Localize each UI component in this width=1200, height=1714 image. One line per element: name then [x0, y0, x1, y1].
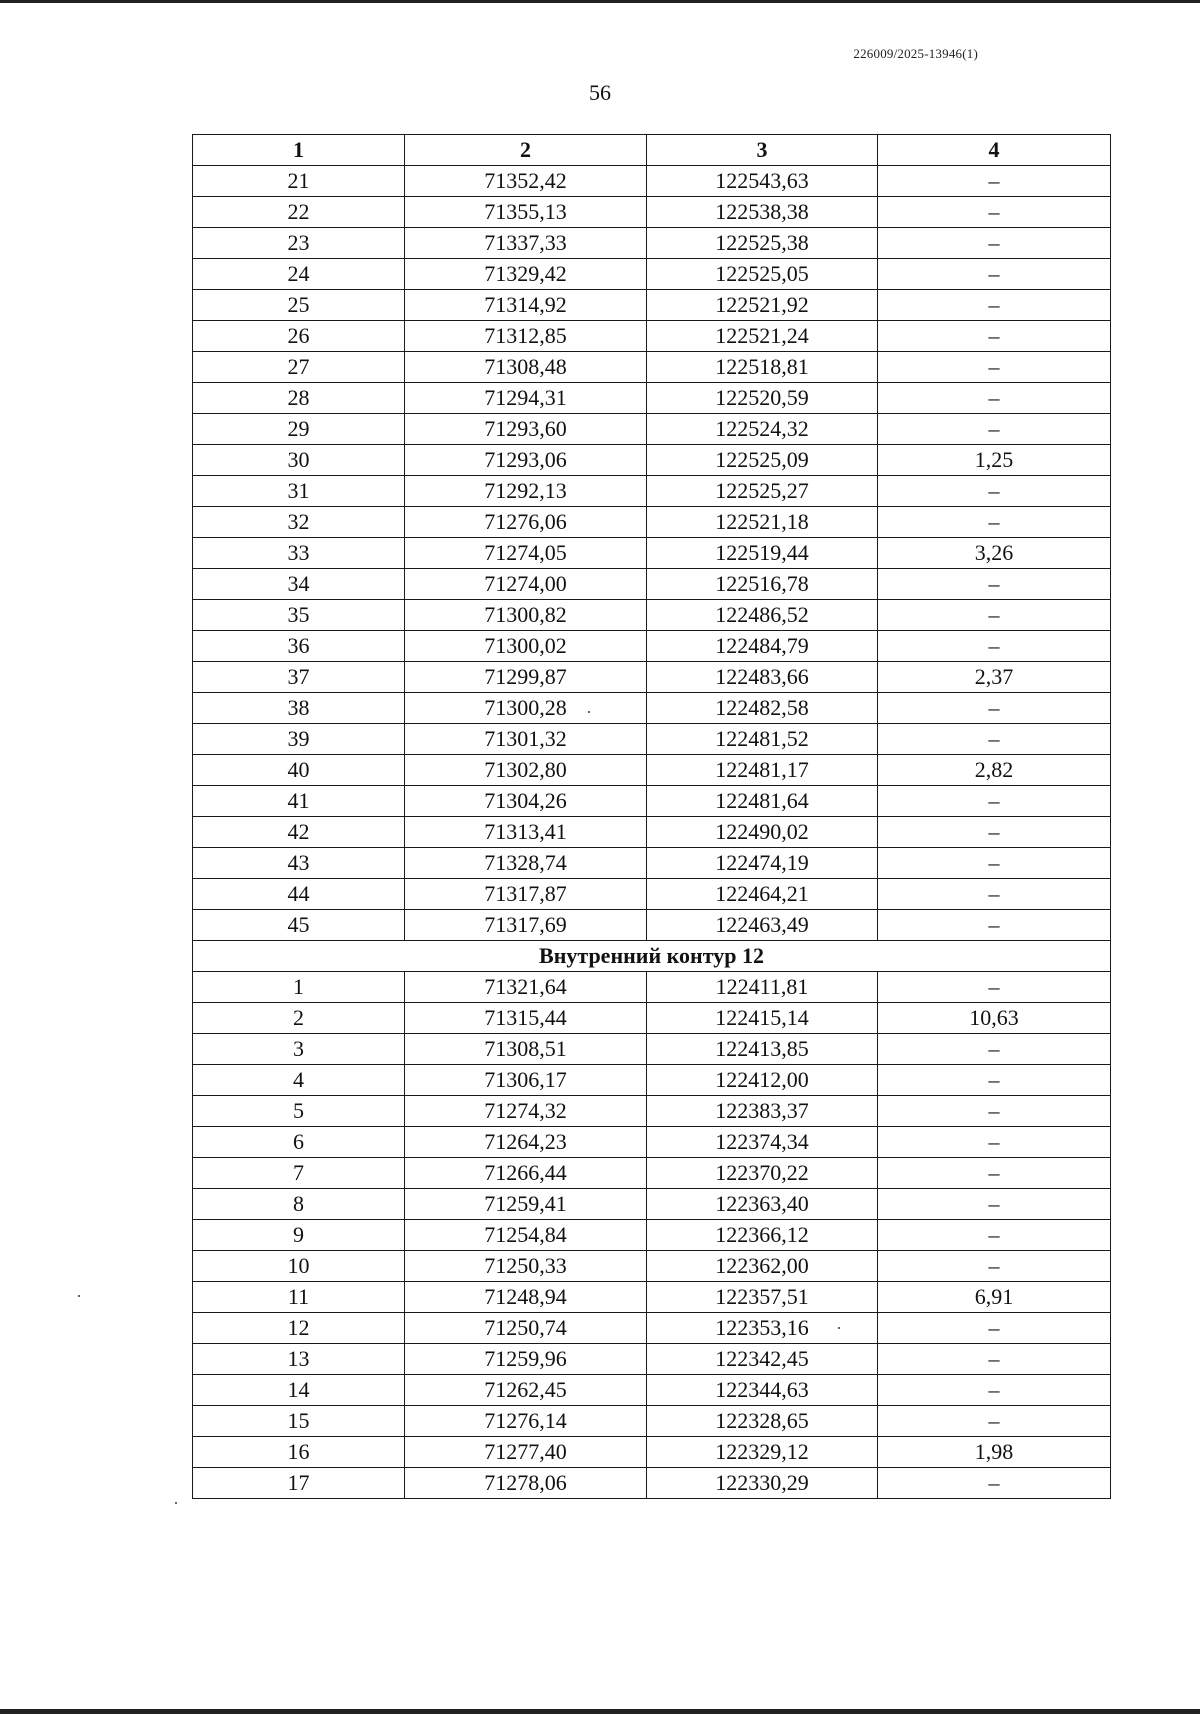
- value-cell: –: [878, 817, 1111, 848]
- scan-speck: [588, 711, 590, 713]
- y-coordinate-cell: 122525,09: [647, 445, 878, 476]
- y-coordinate-cell: 122474,19: [647, 848, 878, 879]
- table-row: [193, 383, 1111, 414]
- y-coordinate-cell: 122370,22: [647, 1158, 878, 1189]
- value-cell: –: [878, 600, 1111, 631]
- x-coordinate-cell: 71274,00: [405, 569, 647, 600]
- point-number-cell: 29: [193, 414, 405, 445]
- point-number-cell: 43: [193, 848, 405, 879]
- page-number: 56: [589, 80, 611, 105]
- table-row: [193, 786, 1111, 817]
- point-number-cell: 35: [193, 600, 405, 631]
- y-coordinate-cell: 122543,63: [647, 166, 878, 197]
- y-coordinate-cell: 122520,59: [647, 383, 878, 414]
- table-row: [193, 755, 1111, 786]
- table-row: [193, 197, 1111, 228]
- y-coordinate-cell: 122413,85: [647, 1034, 878, 1065]
- scan-edge-bottom: [0, 1709, 1200, 1714]
- y-coordinate-cell: 122481,52: [647, 724, 878, 755]
- point-number-cell: 38: [193, 693, 405, 724]
- y-coordinate-cell: 122383,37: [647, 1096, 878, 1127]
- x-coordinate-cell: 71302,80: [405, 755, 647, 786]
- table-row: [193, 817, 1111, 848]
- value-cell: –: [878, 972, 1111, 1003]
- x-coordinate-cell: 71321,64: [405, 972, 647, 1003]
- column-header-1: 1: [193, 135, 405, 166]
- y-coordinate-cell: 122415,14: [647, 1003, 878, 1034]
- value-cell: –: [878, 1313, 1111, 1344]
- y-coordinate-cell: 122411,81: [647, 972, 878, 1003]
- x-coordinate-cell: 71293,06: [405, 445, 647, 476]
- table-row: [193, 228, 1111, 259]
- value-cell: –: [878, 197, 1111, 228]
- y-coordinate-cell: 122519,44: [647, 538, 878, 569]
- value-cell: 2,37: [878, 662, 1111, 693]
- table-row: [193, 910, 1111, 941]
- value-cell: 1,25: [878, 445, 1111, 476]
- value-cell: –: [878, 631, 1111, 662]
- value-cell: –: [878, 1251, 1111, 1282]
- point-number-cell: 39: [193, 724, 405, 755]
- document-number: 226009/2025-13946(1): [853, 46, 978, 61]
- y-coordinate-cell: 122516,78: [647, 569, 878, 600]
- value-cell: –: [878, 321, 1111, 352]
- point-number-cell: 10: [193, 1251, 405, 1282]
- point-number-cell: 5: [193, 1096, 405, 1127]
- table-row: [193, 600, 1111, 631]
- y-coordinate-cell: 122481,64: [647, 786, 878, 817]
- value-cell: 3,26: [878, 538, 1111, 569]
- point-number-cell: 17: [193, 1468, 405, 1499]
- point-number-cell: 41: [193, 786, 405, 817]
- y-coordinate-cell: 122521,92: [647, 290, 878, 321]
- y-coordinate-cell: 122525,05: [647, 259, 878, 290]
- table-row: [193, 414, 1111, 445]
- value-cell: –: [878, 848, 1111, 879]
- x-coordinate-cell: 71329,42: [405, 259, 647, 290]
- value-cell: –: [878, 507, 1111, 538]
- point-number-cell: 4: [193, 1065, 405, 1096]
- value-cell: 2,82: [878, 755, 1111, 786]
- point-number-cell: 42: [193, 817, 405, 848]
- x-coordinate-cell: 71254,84: [405, 1220, 647, 1251]
- point-number-cell: 34: [193, 569, 405, 600]
- value-cell: 6,91: [878, 1282, 1111, 1313]
- y-coordinate-cell: 122330,29: [647, 1468, 878, 1499]
- y-coordinate-cell: 122374,34: [647, 1127, 878, 1158]
- value-cell: –: [878, 1034, 1111, 1065]
- y-coordinate-cell: 122484,79: [647, 631, 878, 662]
- table-row: [193, 1096, 1111, 1127]
- x-coordinate-cell: 71308,51: [405, 1034, 647, 1065]
- table-row: [193, 1251, 1111, 1282]
- value-cell: –: [878, 383, 1111, 414]
- x-coordinate-cell: 71315,44: [405, 1003, 647, 1034]
- value-cell: –: [878, 1127, 1111, 1158]
- point-number-cell: 31: [193, 476, 405, 507]
- x-coordinate-cell: 71352,42: [405, 166, 647, 197]
- x-coordinate-cell: 71328,74: [405, 848, 647, 879]
- table-row: [193, 259, 1111, 290]
- point-number-cell: 36: [193, 631, 405, 662]
- table-body-inner-contour: [193, 972, 1111, 1499]
- point-number-cell: 26: [193, 321, 405, 352]
- table-row: [193, 1158, 1111, 1189]
- table-row: [193, 352, 1111, 383]
- column-header-2: 2: [405, 135, 647, 166]
- x-coordinate-cell: 71266,44: [405, 1158, 647, 1189]
- x-coordinate-cell: 71250,33: [405, 1251, 647, 1282]
- value-cell: –: [878, 786, 1111, 817]
- y-coordinate-cell: 122538,38: [647, 197, 878, 228]
- table-row: [193, 290, 1111, 321]
- column-header-4: 4: [878, 135, 1111, 166]
- scan-edge-top: [0, 0, 1200, 3]
- value-cell: –: [878, 1189, 1111, 1220]
- point-number-cell: 28: [193, 383, 405, 414]
- table-row: [193, 693, 1111, 724]
- y-coordinate-cell: 122525,27: [647, 476, 878, 507]
- value-cell: –: [878, 476, 1111, 507]
- table-row: [193, 724, 1111, 755]
- value-cell: –: [878, 228, 1111, 259]
- value-cell: –: [878, 1158, 1111, 1189]
- point-number-cell: 32: [193, 507, 405, 538]
- x-coordinate-cell: 71262,45: [405, 1375, 647, 1406]
- x-coordinate-cell: 71292,13: [405, 476, 647, 507]
- x-coordinate-cell: 71299,87: [405, 662, 647, 693]
- x-coordinate-cell: 71314,92: [405, 290, 647, 321]
- point-number-cell: 11: [193, 1282, 405, 1313]
- y-coordinate-cell: 122524,32: [647, 414, 878, 445]
- x-coordinate-cell: 71300,28: [405, 693, 647, 724]
- table-row: [193, 1468, 1111, 1499]
- point-number-cell: 6: [193, 1127, 405, 1158]
- column-header-3: 3: [647, 135, 878, 166]
- y-coordinate-cell: 122353,16: [647, 1313, 878, 1344]
- x-coordinate-cell: 71301,32: [405, 724, 647, 755]
- x-coordinate-cell: 71337,33: [405, 228, 647, 259]
- point-number-cell: 44: [193, 879, 405, 910]
- y-coordinate-cell: 122329,12: [647, 1437, 878, 1468]
- x-coordinate-cell: 71312,85: [405, 321, 647, 352]
- point-number-cell: 1: [193, 972, 405, 1003]
- point-number-cell: 3: [193, 1034, 405, 1065]
- point-number-cell: 22: [193, 197, 405, 228]
- point-number-cell: 8: [193, 1189, 405, 1220]
- table-row: [193, 662, 1111, 693]
- table-row: [193, 1220, 1111, 1251]
- y-coordinate-cell: 122366,12: [647, 1220, 878, 1251]
- x-coordinate-cell: 71317,69: [405, 910, 647, 941]
- y-coordinate-cell: 122412,00: [647, 1065, 878, 1096]
- x-coordinate-cell: 71250,74: [405, 1313, 647, 1344]
- y-coordinate-cell: 122363,40: [647, 1189, 878, 1220]
- scan-speck: [175, 1502, 177, 1504]
- y-coordinate-cell: 122463,49: [647, 910, 878, 941]
- value-cell: –: [878, 290, 1111, 321]
- value-cell: –: [878, 910, 1111, 941]
- table-row: [193, 1406, 1111, 1437]
- y-coordinate-cell: 122482,58: [647, 693, 878, 724]
- point-number-cell: 45: [193, 910, 405, 941]
- value-cell: –: [878, 693, 1111, 724]
- value-cell: –: [878, 1468, 1111, 1499]
- value-cell: –: [878, 569, 1111, 600]
- x-coordinate-cell: 71259,41: [405, 1189, 647, 1220]
- table-row: [193, 569, 1111, 600]
- x-coordinate-cell: 71248,94: [405, 1282, 647, 1313]
- y-coordinate-cell: 122518,81: [647, 352, 878, 383]
- table-row: [193, 631, 1111, 662]
- table-row: [193, 972, 1111, 1003]
- x-coordinate-cell: 71278,06: [405, 1468, 647, 1499]
- table-row: [193, 1313, 1111, 1344]
- value-cell: –: [878, 414, 1111, 445]
- point-number-cell: 21: [193, 166, 405, 197]
- value-cell: –: [878, 166, 1111, 197]
- x-coordinate-cell: 71293,60: [405, 414, 647, 445]
- table-row: [193, 1065, 1111, 1096]
- x-coordinate-cell: 71274,05: [405, 538, 647, 569]
- point-number-cell: 37: [193, 662, 405, 693]
- point-number-cell: 15: [193, 1406, 405, 1437]
- x-coordinate-cell: 71317,87: [405, 879, 647, 910]
- y-coordinate-cell: 122483,66: [647, 662, 878, 693]
- table-row: [193, 1344, 1111, 1375]
- coordinates-table: [192, 134, 1111, 1499]
- point-number-cell: 25: [193, 290, 405, 321]
- point-number-cell: 2: [193, 1003, 405, 1034]
- value-cell: –: [878, 724, 1111, 755]
- table-row: [193, 166, 1111, 197]
- x-coordinate-cell: 71264,23: [405, 1127, 647, 1158]
- point-number-cell: 33: [193, 538, 405, 569]
- section-row: [193, 941, 1111, 972]
- table-header: [193, 135, 1111, 166]
- table-row: [193, 321, 1111, 352]
- x-coordinate-cell: 71304,26: [405, 786, 647, 817]
- value-cell: –: [878, 352, 1111, 383]
- point-number-cell: 14: [193, 1375, 405, 1406]
- y-coordinate-cell: 122464,21: [647, 879, 878, 910]
- table-row: [193, 1127, 1111, 1158]
- y-coordinate-cell: 122362,00: [647, 1251, 878, 1282]
- table-row: [193, 445, 1111, 476]
- value-cell: –: [878, 1220, 1111, 1251]
- point-number-cell: 23: [193, 228, 405, 259]
- x-coordinate-cell: 71355,13: [405, 197, 647, 228]
- y-coordinate-cell: 122344,63: [647, 1375, 878, 1406]
- x-coordinate-cell: 71300,02: [405, 631, 647, 662]
- y-coordinate-cell: 122486,52: [647, 600, 878, 631]
- point-number-cell: 9: [193, 1220, 405, 1251]
- table-row: [193, 1003, 1111, 1034]
- x-coordinate-cell: 71274,32: [405, 1096, 647, 1127]
- scan-speck: [78, 1295, 80, 1297]
- table-row: [193, 476, 1111, 507]
- x-coordinate-cell: 71300,82: [405, 600, 647, 631]
- point-number-cell: 12: [193, 1313, 405, 1344]
- x-coordinate-cell: 71294,31: [405, 383, 647, 414]
- point-number-cell: 24: [193, 259, 405, 290]
- x-coordinate-cell: 71276,06: [405, 507, 647, 538]
- table-row: [193, 538, 1111, 569]
- value-cell: –: [878, 259, 1111, 290]
- value-cell: –: [878, 1375, 1111, 1406]
- table-row: [193, 1375, 1111, 1406]
- value-cell: 1,98: [878, 1437, 1111, 1468]
- x-coordinate-cell: 71276,14: [405, 1406, 647, 1437]
- table-row: [193, 507, 1111, 538]
- y-coordinate-cell: 122490,02: [647, 817, 878, 848]
- table-row: [193, 879, 1111, 910]
- table-row: [193, 1034, 1111, 1065]
- x-coordinate-cell: 71306,17: [405, 1065, 647, 1096]
- point-number-cell: 30: [193, 445, 405, 476]
- x-coordinate-cell: 71259,96: [405, 1344, 647, 1375]
- value-cell: –: [878, 879, 1111, 910]
- y-coordinate-cell: 122525,38: [647, 228, 878, 259]
- point-number-cell: 13: [193, 1344, 405, 1375]
- table-body-outer: [193, 166, 1111, 941]
- section-title: Внутренний контур 12: [193, 941, 1111, 972]
- y-coordinate-cell: 122521,18: [647, 507, 878, 538]
- point-number-cell: 27: [193, 352, 405, 383]
- point-number-cell: 7: [193, 1158, 405, 1189]
- point-number-cell: 16: [193, 1437, 405, 1468]
- table-row: [193, 1189, 1111, 1220]
- y-coordinate-cell: 122357,51: [647, 1282, 878, 1313]
- point-number-cell: 40: [193, 755, 405, 786]
- table-row: [193, 848, 1111, 879]
- x-coordinate-cell: 71313,41: [405, 817, 647, 848]
- y-coordinate-cell: 122328,65: [647, 1406, 878, 1437]
- x-coordinate-cell: 71277,40: [405, 1437, 647, 1468]
- value-cell: 10,63: [878, 1003, 1111, 1034]
- table-row: [193, 1437, 1111, 1468]
- value-cell: –: [878, 1406, 1111, 1437]
- value-cell: –: [878, 1344, 1111, 1375]
- y-coordinate-cell: 122521,24: [647, 321, 878, 352]
- value-cell: –: [878, 1096, 1111, 1127]
- x-coordinate-cell: 71308,48: [405, 352, 647, 383]
- table-section: [193, 941, 1111, 972]
- scan-speck: [838, 1327, 840, 1329]
- y-coordinate-cell: 122481,17: [647, 755, 878, 786]
- value-cell: –: [878, 1065, 1111, 1096]
- y-coordinate-cell: 122342,45: [647, 1344, 878, 1375]
- table-row: [193, 1282, 1111, 1313]
- header-row: [193, 135, 1111, 166]
